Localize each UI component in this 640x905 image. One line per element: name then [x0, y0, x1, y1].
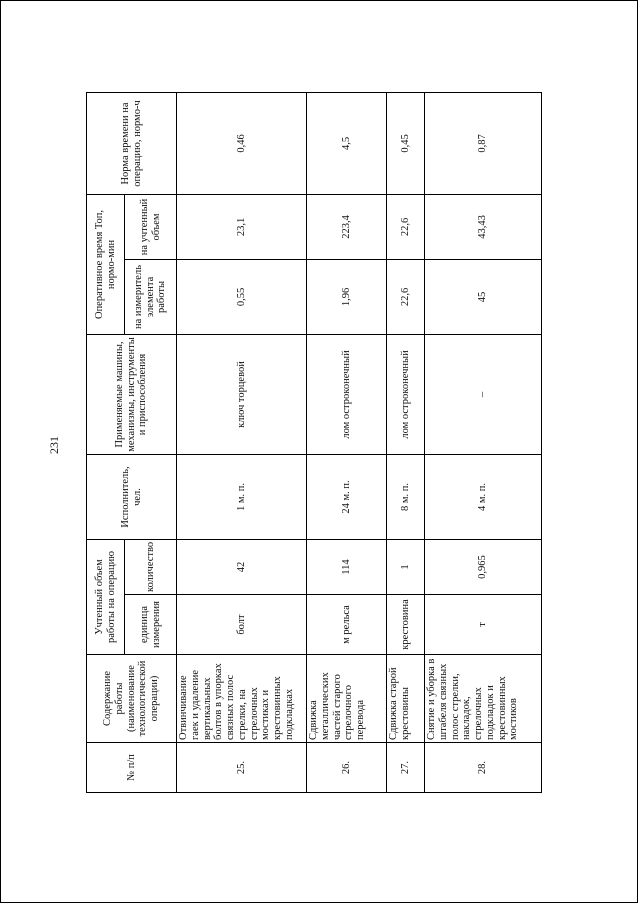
row-machines: ключ торцевой: [177, 334, 307, 454]
row-norm: 4,5: [307, 92, 387, 194]
row-meter: 1,96: [307, 259, 387, 334]
row-num: 26.: [307, 743, 387, 793]
header-norm: Норма времени на операцию, нормо-ч: [87, 92, 177, 194]
table-row: [387, 92, 425, 792]
page-number: 231: [47, 436, 61, 454]
row-unit: м рельса: [307, 595, 387, 655]
row-volume: 23,1: [177, 194, 307, 259]
header-row-1: [87, 92, 125, 792]
row-executor: 24 м. п.: [307, 454, 387, 539]
norms-table: [86, 92, 542, 793]
header-op-time-group: Оперативное время Топ, нормо-мин: [87, 194, 125, 334]
row-volume: 22,6: [387, 194, 425, 259]
table-row: [307, 92, 387, 792]
header-volume-qty: количество: [125, 539, 177, 594]
row-volume: 223,4: [307, 194, 387, 259]
row-executor: 8 м. п.: [387, 454, 425, 539]
row-unit: болт: [177, 595, 307, 655]
row-qty: 1: [387, 539, 425, 594]
row-qty: 42: [177, 539, 307, 594]
row-executor: 4 м. п.: [425, 454, 542, 539]
row-qty: 0,965: [425, 539, 542, 594]
row-content: Сдвижка старой крестовины: [387, 655, 425, 743]
row-meter: 22,6: [387, 259, 425, 334]
row-norm: 0,87: [425, 92, 542, 194]
row-content: Сдвижка металлических частей старого стрелочного перевода: [307, 655, 387, 743]
header-content: Содержание работы (наименование технологической операции): [87, 655, 177, 743]
row-num: 28.: [425, 743, 542, 793]
row-machines: –: [425, 334, 542, 454]
row-content: Отвинчивание гаек и удаление вертикальных болтов в упорках связных полос стрелки, на стрелочных мостиках и крестовинных подкладках: [177, 655, 307, 743]
row-norm: 0,45: [387, 92, 425, 194]
row-norm: 0,46: [177, 92, 307, 194]
row-qty: 114: [307, 539, 387, 594]
header-num: № п/п: [87, 743, 177, 793]
table-row: [177, 92, 307, 792]
row-unit: т: [425, 595, 542, 655]
row-content: Снятие и уборка в штабеля связных полос стрелки, накладок, стрелочных подкладок и крестовинных мостиков: [425, 655, 542, 743]
row-num: 27.: [387, 743, 425, 793]
row-volume: 43,43: [425, 194, 542, 259]
row-machines: лом остроконечный: [387, 334, 425, 454]
header-executor: Исполнитель, чел.: [87, 454, 177, 539]
row-meter: 0,55: [177, 259, 307, 334]
row-meter: 45: [425, 259, 542, 334]
row-machines: лом остроконечный: [307, 334, 387, 454]
table-row: [425, 92, 542, 792]
header-machines: Применяемые машины, механизмы, инструменты и приспособления: [87, 334, 177, 454]
header-volume-group: Учтенный объем работы на операцию: [87, 539, 125, 654]
row-unit: крестовина: [387, 595, 425, 655]
header-op-time-volume: на учтенный объем: [125, 194, 177, 259]
rotated-table-wrapper: [86, 93, 541, 793]
row-executor: 1 м. п.: [177, 454, 307, 539]
header-volume-unit: единица измерения: [125, 595, 177, 655]
row-num: 25.: [177, 743, 307, 793]
header-op-time-meter: на измеритель элемента работы: [125, 259, 177, 334]
